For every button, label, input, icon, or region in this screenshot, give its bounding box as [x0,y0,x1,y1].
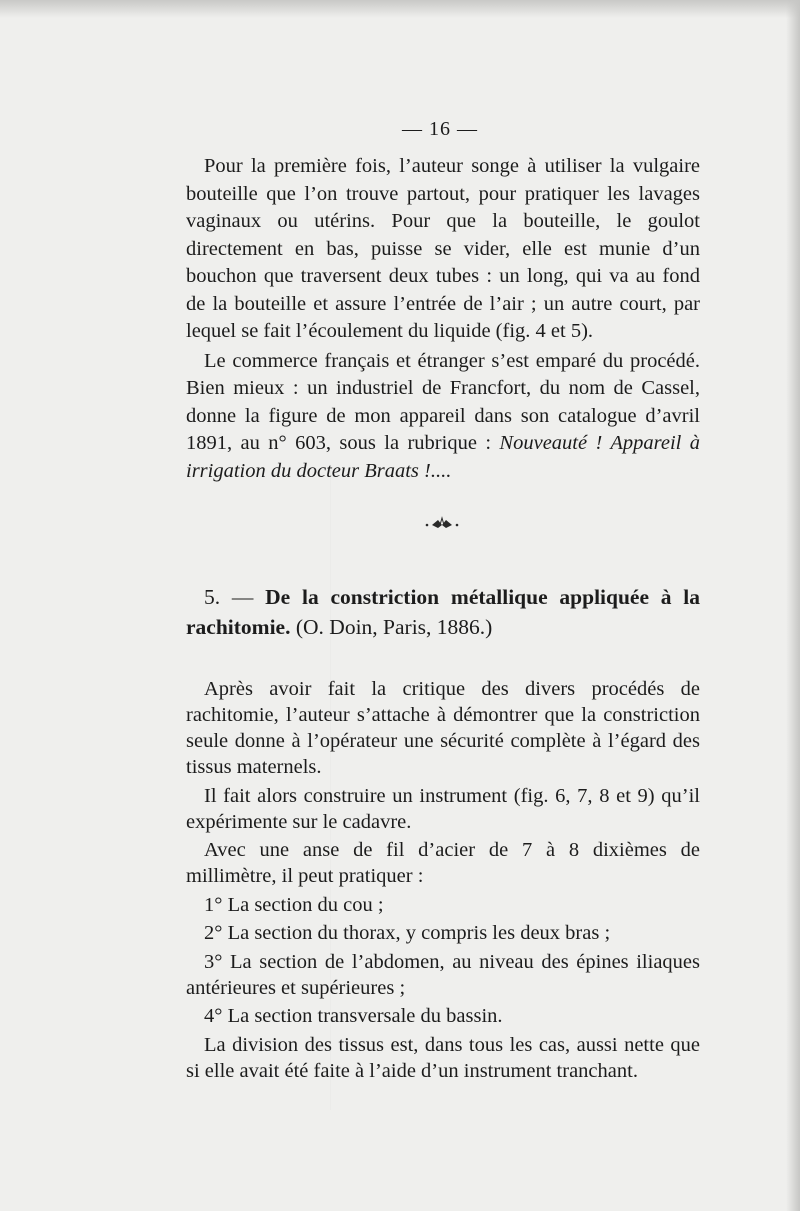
list-item: 1° La section du cou ; [204,893,384,916]
section-citation: (O. Doin, Paris, 1886.) [295,615,493,639]
intro-paragraph [186,348,700,486]
section-title: De la constriction métallique appliquée à la rachitomie. [186,585,701,639]
list-item: 3° La section de l’abdomen, au niveau des épines iliaques antérieures et supérieures ; [186,950,700,999]
body-paragraph: Après avoir fait la critique des divers procédés de rachitomie, l’auteur s’attache à démontrer que la constriction seule donne à l’opérateur une sécurité complète à l’égard des tissus maternels. [186,678,700,778]
intro-text-block [186,153,700,485]
intro-paragraph-text: Le commerce français et étranger s’est emparé du procédé. Bien mieux : un industriel de Francfort, du nom de Cassel, donne la figure de mon appareil dans son catalogue d’avril 1891, au n° 603, sous la rubrique : [186,349,700,454]
list-item: 4° La section transversale du bassin. [204,1005,503,1027]
body-paragraph: La division des tissus est, dans tous les cas, aussi nette que si elle avait été faite à l’aide d’un instrument tranchant. [186,1033,700,1082]
body-paragraph: Avec une anse de fil d’acier de 7 à 8 dixièmes de millimètre, il peut pratiquer : [186,839,700,887]
page-right-shadow [786,0,800,1211]
rubric-italic: Nouveauté ! Appareil à irrigation du docteur Braats !.... [186,432,700,482]
section-heading [186,582,700,642]
page-top-shadow [0,0,800,18]
fleuron-ornament-icon [424,516,460,532]
body-text-block [186,676,700,1084]
list-item: 2° La section du thorax, y compris les deux bras ; [204,922,611,944]
page-number: — 16 — [402,118,478,140]
intro-paragraph: Pour la première fois, l’auteur songe à utiliser la vulgaire bouteille que l’on trouve partout, pour pratiquer les lavages vaginaux ou utérins. Pour que la bouteille, le goulot directement en bas, puisse se vider, elle est munie d’un bouchon que traversent deux tubes : un long, qui va au fond de la bouteille et assure l’entrée de l’air ; un autre court, par lequel se fait l’écoulement du liquide (fig. 4 et 5). [186,155,700,342]
body-paragraph: Il fait alors construire un instrument (fig. 6, 7, 8 et 9) qu’il expérimente sur le cadavre. [186,784,700,833]
section-number: 5. — [204,585,254,609]
